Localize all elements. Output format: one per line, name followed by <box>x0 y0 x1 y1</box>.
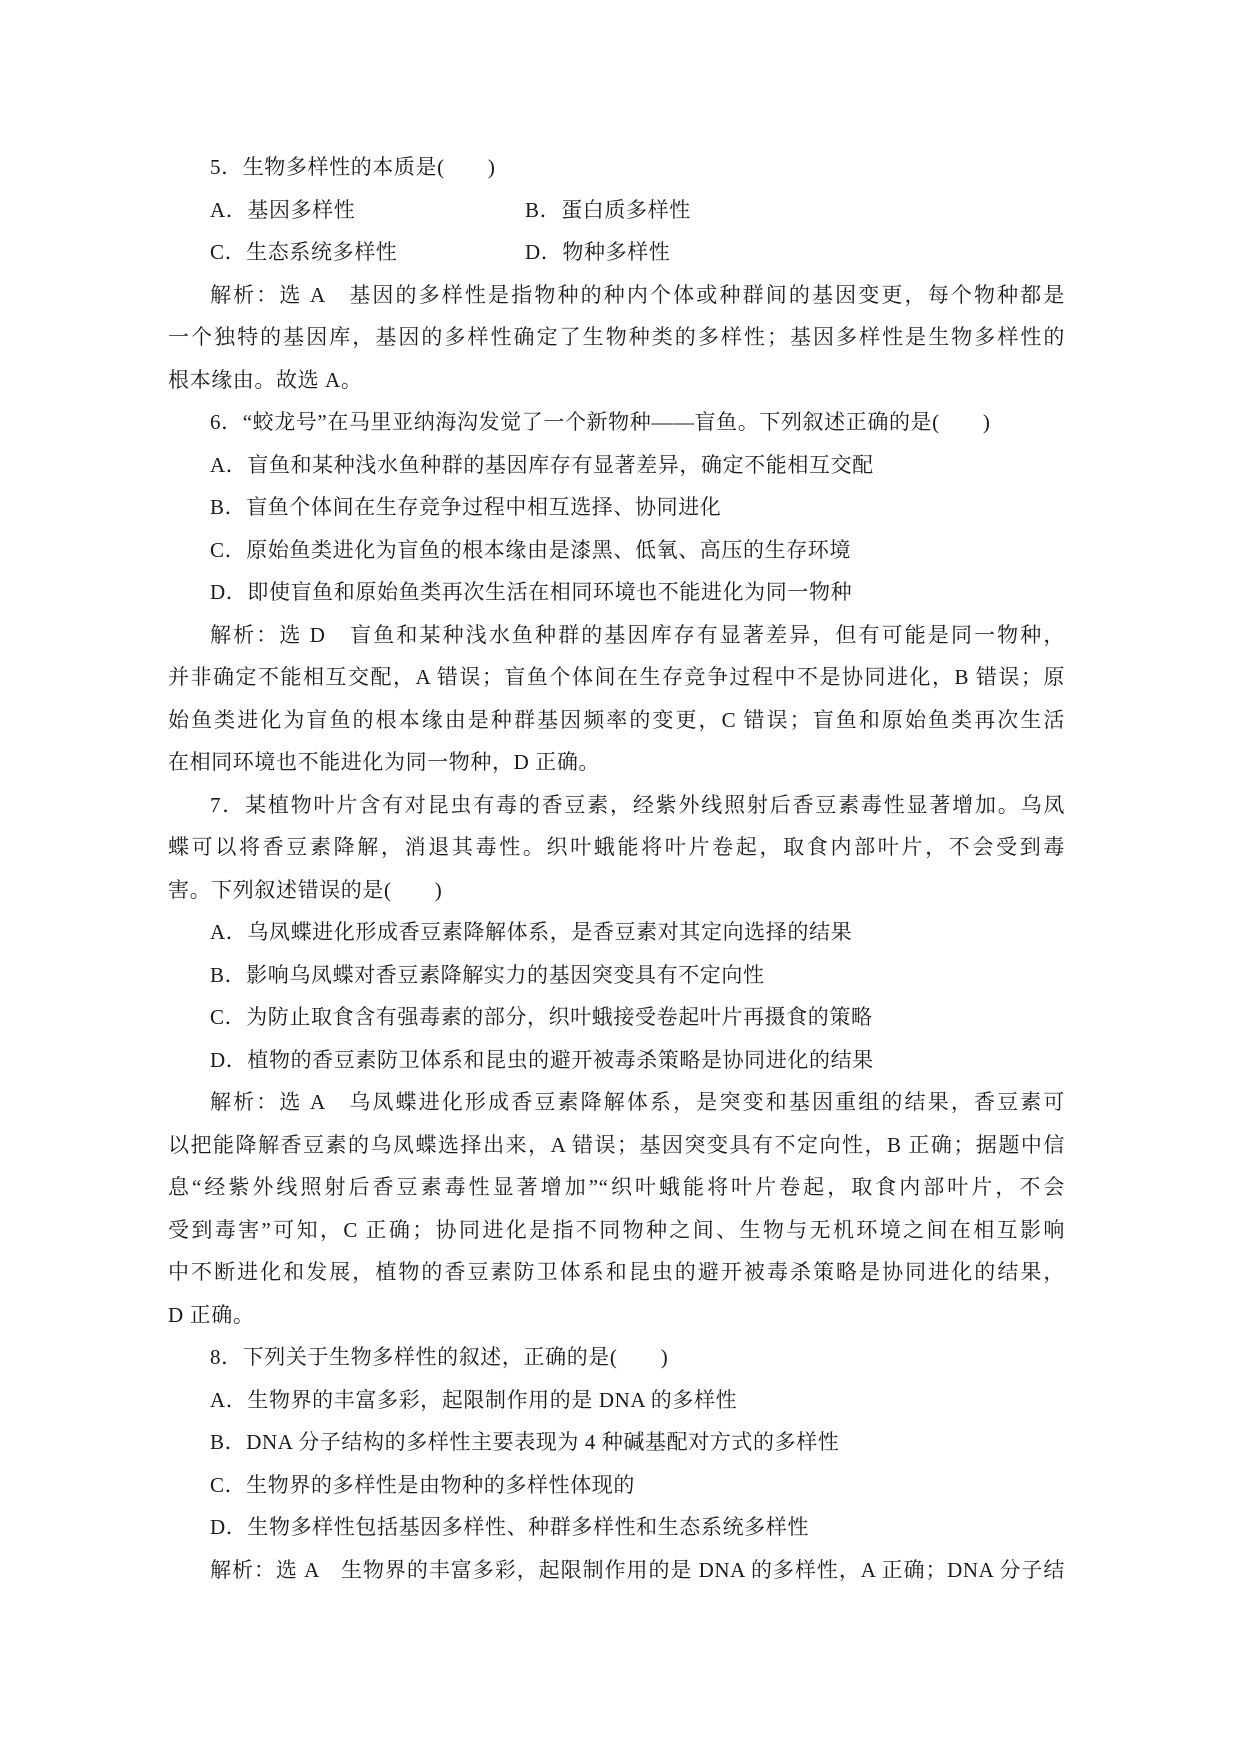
q5-analysis-line-3: 根本缘由。故选 A。 <box>168 367 363 392</box>
q7-stem-line-2: 蝶可以将香豆素降解，消退其毒性。织叶蛾能将叶片卷起，取食内部叶片，不会受到毒 <box>168 835 1065 859</box>
q6-analysis-line-4: 在相同环境也不能进化为同一物种，D 正确。 <box>168 750 601 774</box>
page-content <box>168 146 1065 1591</box>
q8-option-b: B．DNA 分子结构的多样性主要表现为 4 种碱基配对方式的多样性 <box>210 1430 840 1454</box>
q6-analysis-line-2: 并非确定不能相互交配，A 错误；盲鱼个体间在生存竞争过程中不是协同进化，B 错误；原 <box>168 665 1065 689</box>
q7-option-c: C．为防止取食含有强毒素的部分，织叶蛾接受卷起叶片再摄食的策略 <box>210 1005 873 1029</box>
q6-option-c: C．原始鱼类进化为盲鱼的根本缘由是漆黑、低氧、高压的生存环境 <box>210 537 852 562</box>
q6-stem: 6．“蛟龙号”在马里亚纳海沟发觉了一个新物种——盲鱼。下列叙述正确的是( ) <box>210 410 991 434</box>
q5-options-row-cd <box>168 231 1065 274</box>
q7-option-b: B．影响乌凤蝶对香豆素降解实力的基因突变具有不定向性 <box>210 962 765 987</box>
q6-analysis-line-3: 始鱼类进化为盲鱼的根本缘由是种群基因频率的变更，C 错误；盲鱼和原始鱼类再次生活 <box>168 707 1065 732</box>
q7-analysis-line-6: D 正确。 <box>168 1302 255 1327</box>
q5-option-a: A．基因多样性 <box>210 197 356 222</box>
question-8 <box>168 1336 1065 1591</box>
q5-analysis-line-1: 解析：选 A 基因的多样性是指物种的种内个体或种群间的基因变更，每个物种都是 <box>210 282 1065 307</box>
q8-option-a: A．生物界的丰富多彩，起限制作用的是 DNA 的多样性 <box>210 1387 738 1412</box>
q5-option-b: B．蛋白质多样性 <box>525 197 691 222</box>
q6-option-a: A．盲鱼和某种浅水鱼种群的基因库存有显著差异，确定不能相互交配 <box>210 452 874 477</box>
q7-analysis-line-3: 息“经紫外线照射后香豆素毒性显著增加”“织叶蛾能将叶片卷起，取食内部叶片，不会 <box>168 1175 1065 1199</box>
question-6 <box>168 401 1065 784</box>
q5-stem: 5．生物多样性的本质是( ) <box>210 155 496 179</box>
q8-option-d: D．生物多样性包括基因多样性、种群多样性和生态系统多样性 <box>210 1515 809 1539</box>
q7-analysis-line-2: 以把能降解香豆素的乌凤蝶选择出来，A 错误；基因突变具有不定向性，B 正确；据题中信 <box>168 1132 1065 1157</box>
q7-analysis-line-5: 中不断进化和发展，植物的香豆素防卫体系和昆虫的避开被毒杀策略是协同进化的结果， <box>168 1260 1065 1284</box>
q7-option-d: D．植物的香豆素防卫体系和昆虫的避开被毒杀策略是协同进化的结果 <box>210 1047 874 1072</box>
q5-analysis-line-2: 一个独特的基因库，基因的多样性确定了生物种类的多样性；基因多样性是生物多样性的 <box>168 325 1065 349</box>
q7-option-a: A．乌凤蝶进化形成香豆素降解体系，是香豆素对其定向选择的结果 <box>210 920 853 944</box>
q8-option-c: C．生物界的多样性是由物种的多样性体现的 <box>210 1472 636 1497</box>
q7-analysis-line-1: 解析：选 A 乌凤蝶进化形成香豆素降解体系，是突变和基因重组的结果，香豆素可 <box>210 1090 1065 1114</box>
q6-analysis-line-1: 解析：选 D 盲鱼和某种浅水鱼种群的基因库存有显著差异，但有可能是同一物种， <box>210 622 1065 647</box>
q5-options-row-ab <box>168 189 1065 232</box>
q6-option-b: B．盲鱼个体间在生存竞争过程中相互选择、协同进化 <box>210 495 722 519</box>
question-5 <box>168 146 1065 401</box>
q5-option-c: C．生态系统多样性 <box>210 240 398 264</box>
q8-stem: 8．下列关于生物多样性的叙述，正确的是( ) <box>210 1345 669 1369</box>
q7-analysis-line-4: 受到毒害”可知，C 正确；协同进化是指不同物种之间、生物与无机环境之间在相互影响 <box>168 1217 1065 1242</box>
q7-stem-line-3: 害。下列叙述错误的是( ) <box>168 877 443 902</box>
q6-option-d: D．即使盲鱼和原始鱼类再次生活在相同环境也不能进化为同一物种 <box>210 580 853 604</box>
q8-analysis-line-1: 解析：选 A 生物界的丰富多彩，起限制作用的是 DNA 的多样性，A 正确；DNA 分子结 <box>210 1557 1065 1582</box>
question-7 <box>168 784 1065 1337</box>
q5-option-d: D．物种多样性 <box>525 240 671 264</box>
q7-stem-line-1: 7．某植物叶片含有对昆虫有毒的香豆素，经紫外线照射后香豆素毒性显著增加。乌凤 <box>210 792 1065 817</box>
